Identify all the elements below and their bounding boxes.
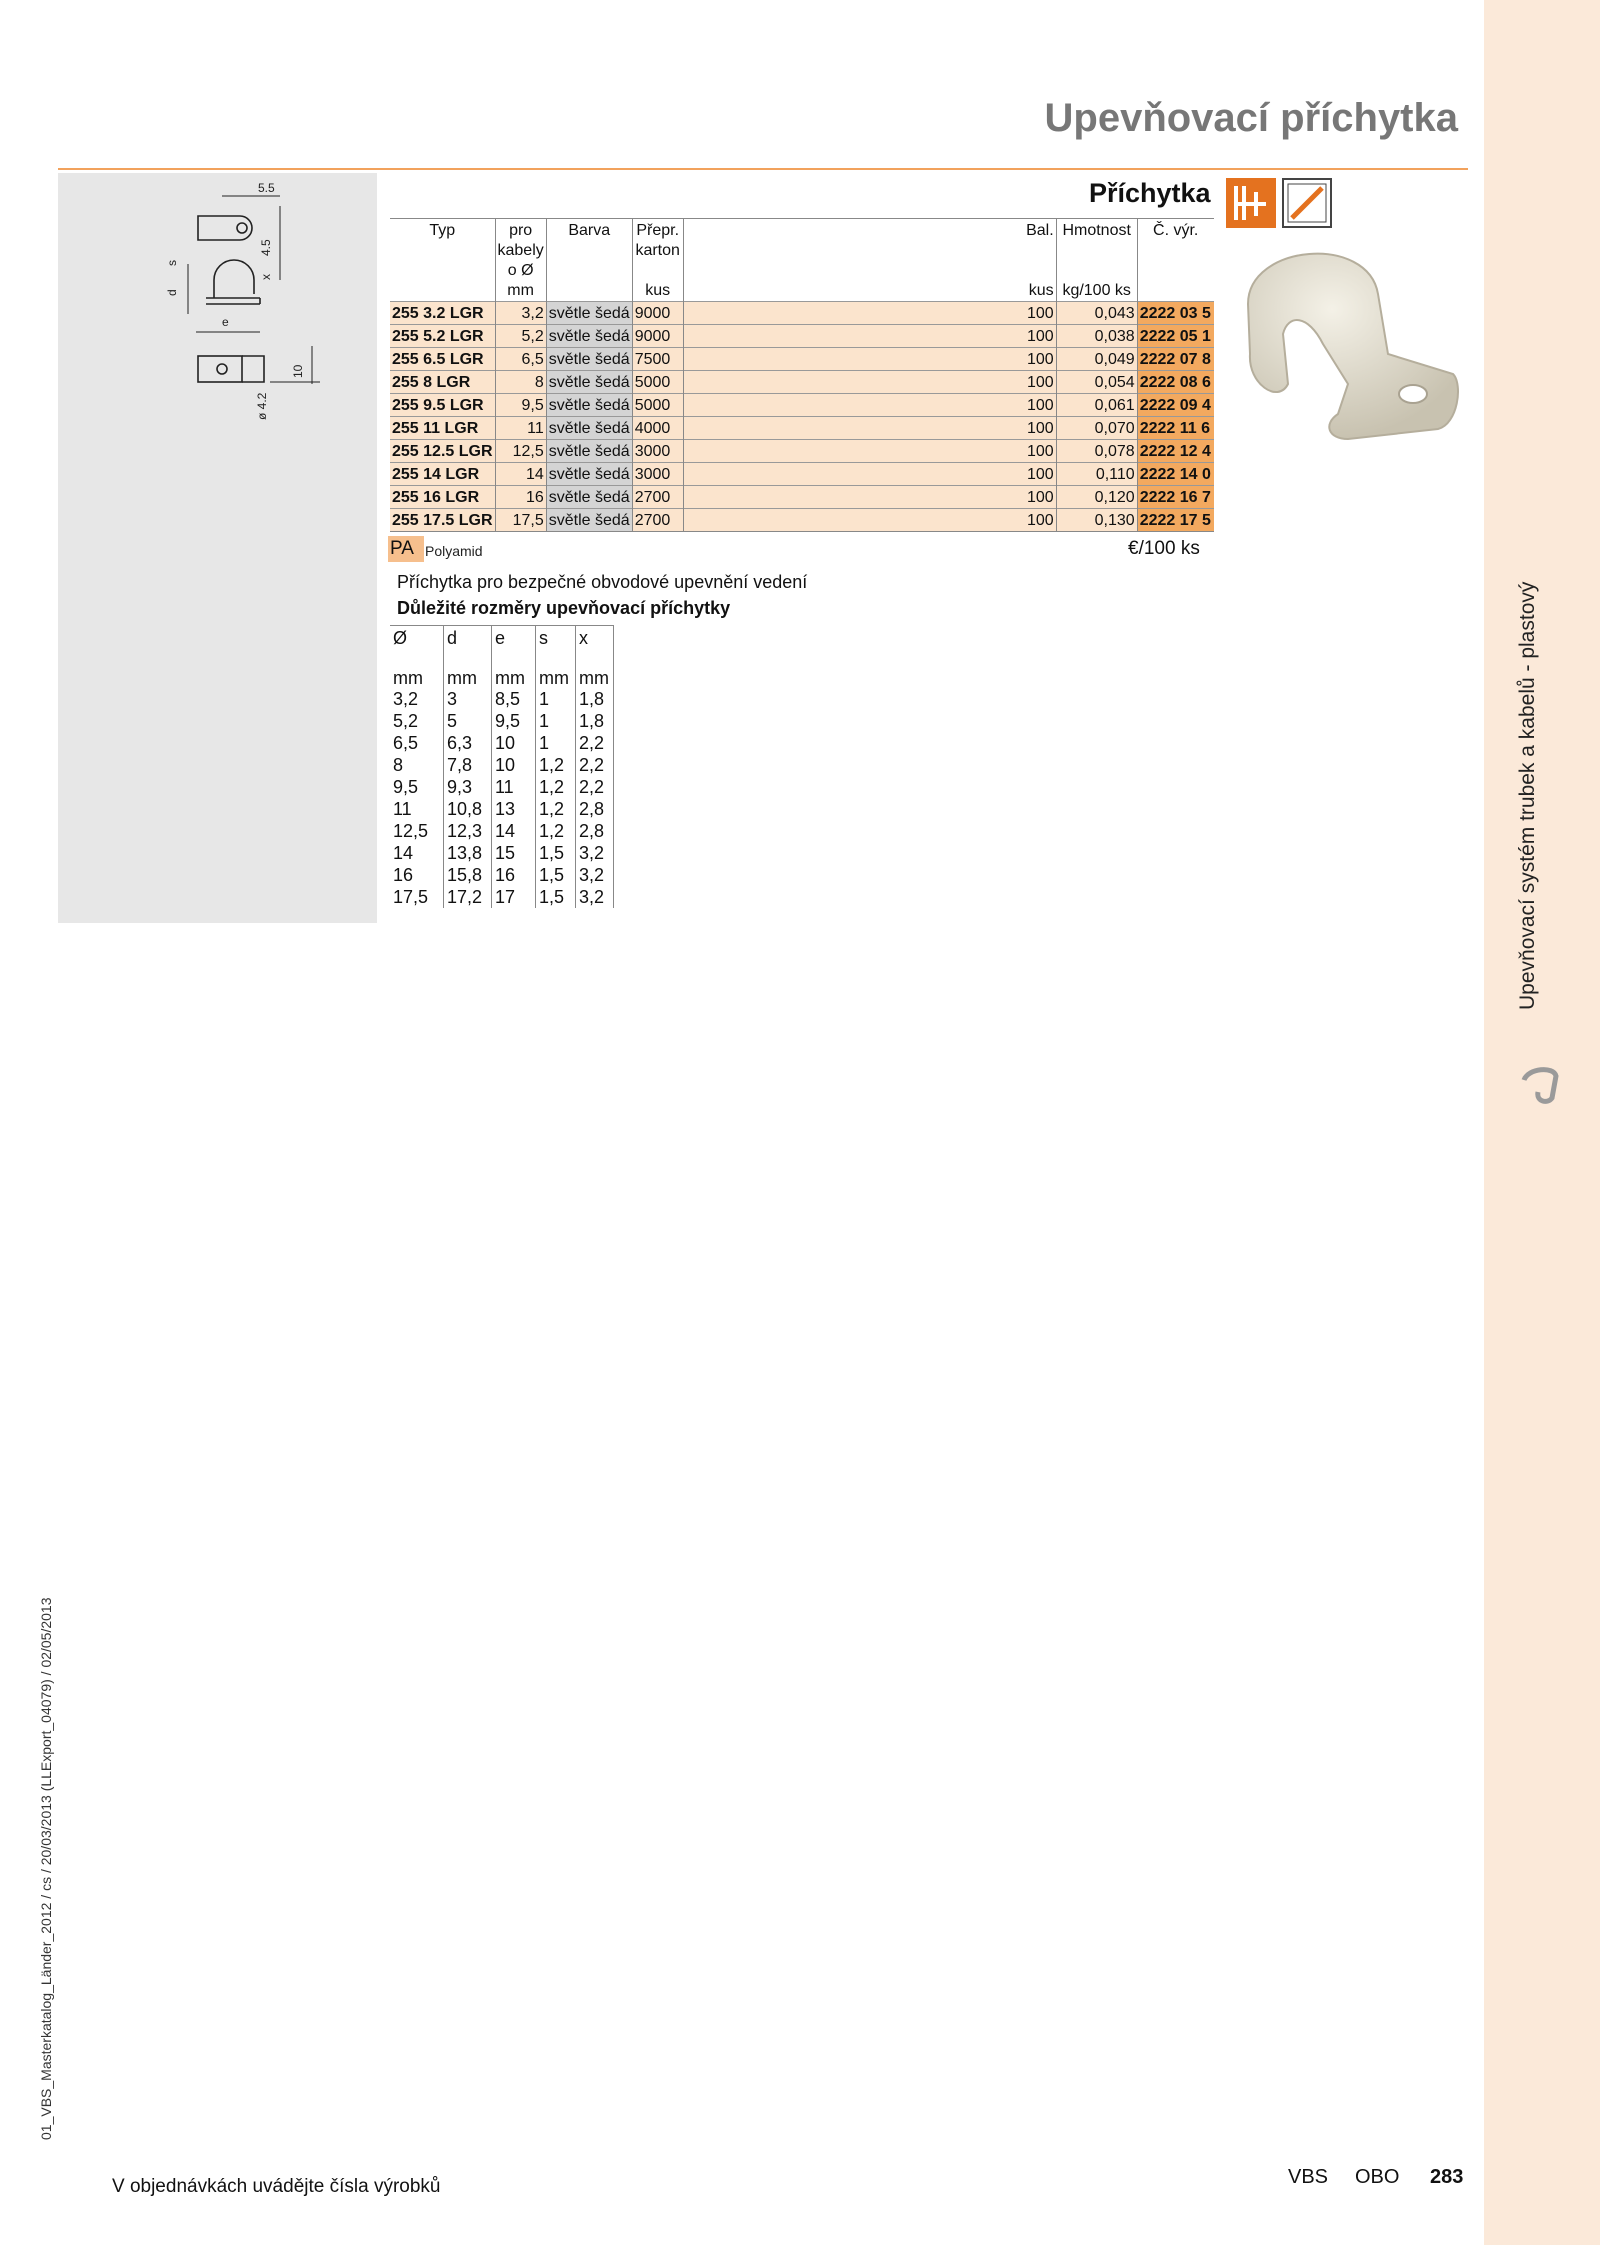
dim-label-hole: ø 4.2 — [255, 392, 269, 420]
dim-label-e: e — [222, 315, 229, 329]
header-bal: Bal. kus — [683, 219, 1056, 302]
table-row: 255 17.5 LGR 17,5 světle šedá 2700 100 0,130 2222 17 5 — [390, 509, 1214, 532]
halogen-free-icon — [1282, 178, 1332, 228]
footer-brand: VBS — [1288, 2166, 1329, 2188]
header-prepr: Přepr. karton kus — [632, 219, 683, 302]
dims-header: s mm — [536, 626, 576, 689]
footer-note: V objednávkách uvádějte čísla výrobků — [112, 2176, 441, 2197]
dims-row: 11 10,8 13 1,2 2,8 — [390, 798, 614, 820]
table-row: 255 14 LGR 14 světle šedá 3000 100 0,110 2222 14 0 — [390, 463, 1214, 486]
dims-row: 16 15,8 16 1,5 3,2 — [390, 864, 614, 886]
table-row: 255 12.5 LGR 12,5 světle šedá 3000 100 0,078 2222 12 4 — [390, 440, 1214, 463]
product-image — [1228, 234, 1468, 459]
dims-row: 6,5 6,3 10 1 2,2 — [390, 732, 614, 754]
dim-label-x: x — [259, 274, 273, 280]
side-category-label: Upevňovací systém trubek a kabelů - plastový — [1516, 581, 1539, 1010]
dims-row: 5,2 5 9,5 1 1,8 — [390, 710, 614, 732]
header-pro: pro kabely o Ø mm — [495, 219, 546, 302]
header-typ: Typ — [390, 219, 495, 302]
page-number: 283 — [1430, 2166, 1464, 2188]
table-row: 255 6.5 LGR 6,5 světle šedá 7500 100 0,049 2222 07 8 — [390, 348, 1214, 371]
installation-icon — [1226, 178, 1276, 228]
dims-header: e mm — [492, 626, 536, 689]
dims-header: d mm — [444, 626, 492, 689]
dims-row: 3,2 3 8,5 1 1,8 — [390, 688, 614, 710]
side-strip — [1484, 0, 1600, 2245]
title-divider — [58, 168, 1468, 170]
section-title: Příchytka — [1089, 178, 1211, 208]
table-row: 255 5.2 LGR 5,2 světle šedá 9000 100 0,038 2222 05 1 — [390, 325, 1214, 348]
dim-label-height: 4.5 — [259, 239, 273, 256]
header-cvyr: Č. výr. — [1137, 219, 1214, 302]
dim-label-10: 10 — [291, 364, 305, 378]
catalog-meta: 01_VBS_Masterkatalog_Länder_2012 / cs / 20/03/2013 (LLExport_04079) / 02/05/2013 — [38, 1597, 54, 2140]
dims-row: 8 7,8 10 1,2 2,2 — [390, 754, 614, 776]
dim-label-s: s — [165, 260, 179, 266]
dims-row: 9,5 9,3 11 1,2 2,2 — [390, 776, 614, 798]
table-row: 255 8 LGR 8 světle šedá 5000 100 0,054 2222 08 6 — [390, 371, 1214, 394]
page-title: Upevňovací příchytka — [1044, 96, 1458, 140]
table-row: 255 9.5 LGR 9,5 světle šedá 5000 100 0,061 2222 09 4 — [390, 394, 1214, 417]
dim-label-d: d — [165, 289, 179, 296]
technical-drawing — [140, 176, 370, 426]
price-unit: €/100 ks — [1128, 538, 1200, 559]
table-row: 255 3.2 LGR 3,2 světle šedá 9000 100 0,043 2222 03 5 — [390, 302, 1214, 325]
dims-row: 12,5 12,3 14 1,2 2,8 — [390, 820, 614, 842]
dims-header-row — [390, 626, 614, 689]
clip-logo-icon — [1518, 1062, 1560, 1106]
dim-label-width: 5.5 — [258, 181, 275, 195]
table-row: 255 16 LGR 16 světle šedá 2700 100 0,120 2222 16 7 — [390, 486, 1214, 509]
table-header-row — [390, 219, 1214, 302]
header-barva: Barva — [546, 219, 632, 302]
dims-header: Ø mm — [390, 626, 444, 689]
dims-title: Důležité rozměry upevňovací příchytky — [397, 598, 731, 618]
dimensions-table — [390, 625, 614, 908]
footer-company: OBO — [1355, 2166, 1400, 2188]
dims-header: x mm — [576, 626, 614, 689]
material-name: Polyamid — [425, 543, 483, 559]
product-description: Příchytka pro bezpečné obvodové upevnění vedení — [397, 572, 808, 592]
product-table — [390, 218, 1214, 532]
table-row: 255 11 LGR 11 světle šedá 4000 100 0,070 2222 11 6 — [390, 417, 1214, 440]
dims-row: 17,5 17,2 17 1,5 3,2 — [390, 886, 614, 908]
header-hmotnost: Hmotnost kg/100 ks — [1056, 219, 1137, 302]
dims-row: 14 13,8 15 1,5 3,2 — [390, 842, 614, 864]
material-code: PA — [388, 536, 424, 562]
